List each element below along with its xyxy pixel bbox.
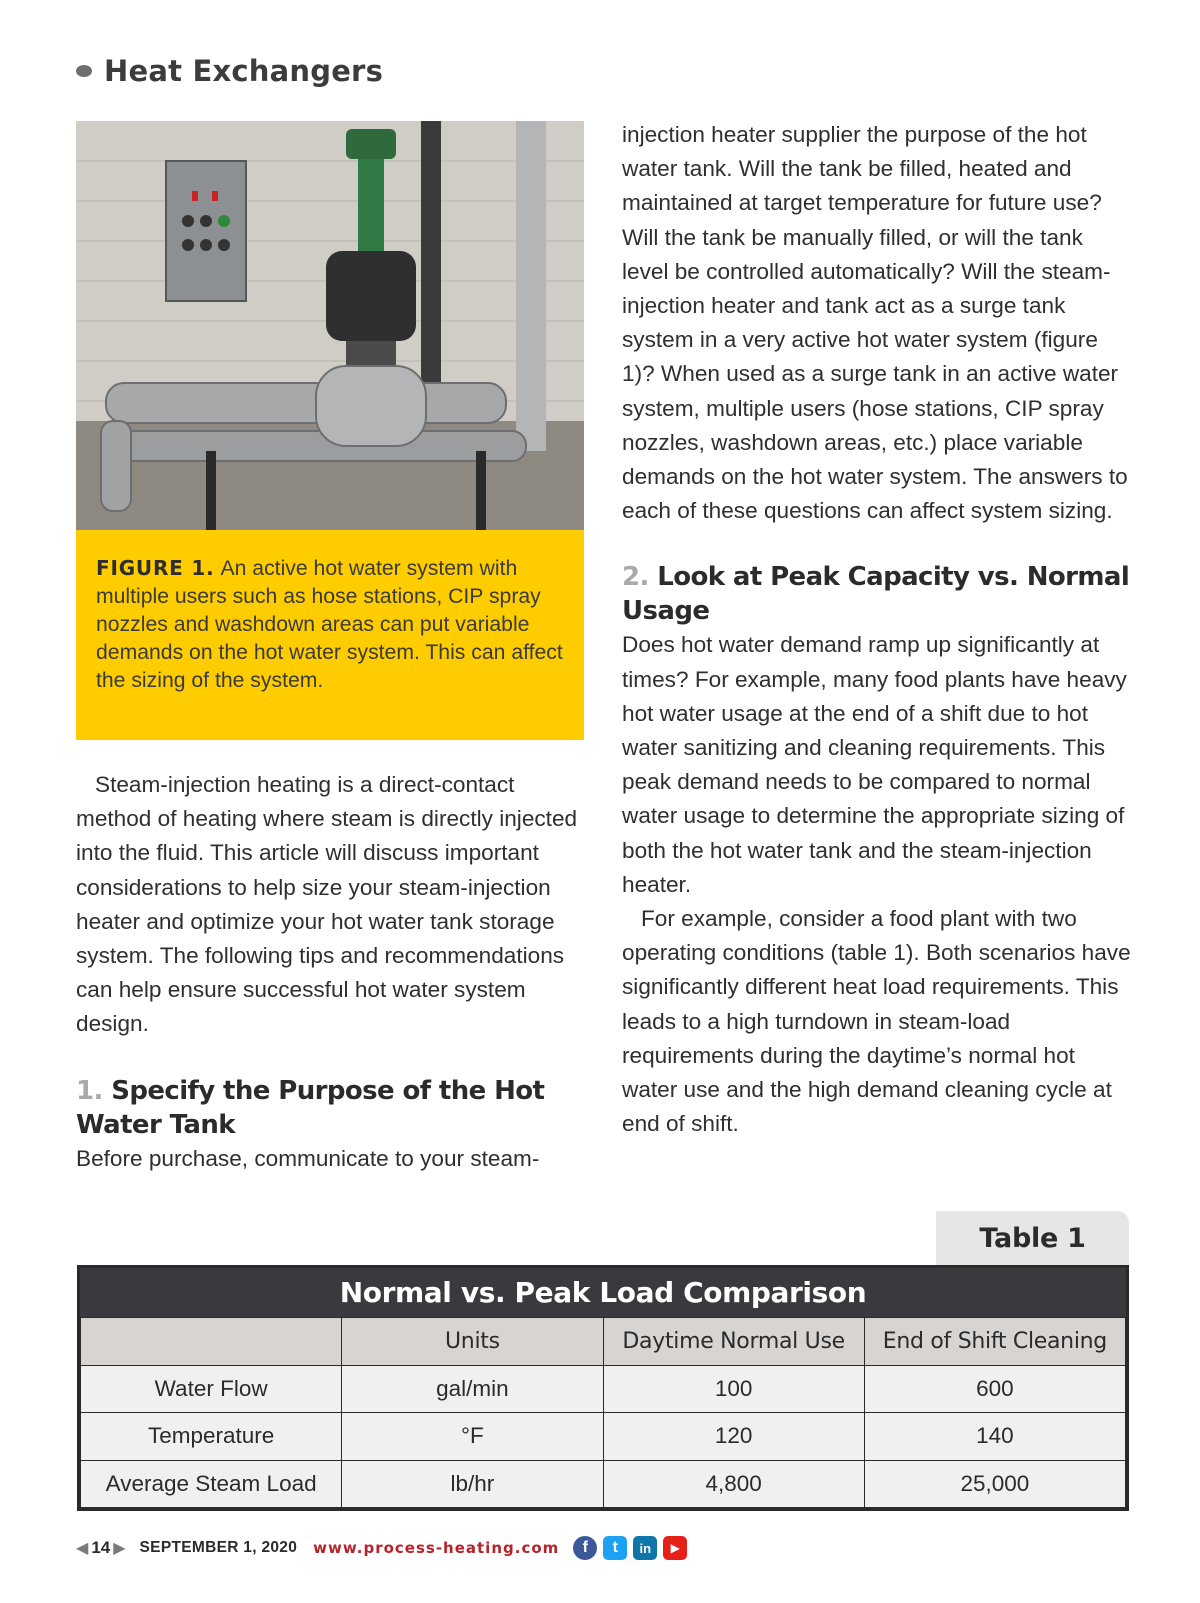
table-header-row <box>81 1318 1126 1366</box>
table-cell: 4,800 <box>603 1460 864 1507</box>
table-header-cell: Daytime Normal Use <box>603 1318 864 1366</box>
section-1-heading <box>76 1074 586 1142</box>
section-1-continued: injection heater supplier the purpose of the hot water tank. Will the tank be filled, heated and maintained at target temperature for future use? Will the tank be manually filled, or will the tank level be controlled automatically? Will the steam-injection heater and tank act as a surge tank system in a very active hot water system (figure 1)? When used as a surge tank in an active water system, multiple users (hose stations, CIP spray nozzles, washdown areas, etc.) place variable demands on the hot water system. The answers to each of these questions can affect system sizing. <box>622 122 1128 524</box>
table-header-cell: End of Shift Cleaning <box>864 1318 1125 1366</box>
intro-paragraph: Steam-injection heating is a direct-contact method of heating where steam is directly injected into the fluid. This article will discuss important considerations to help size your steam-injection heater and optimize your hot water tank storage system. The following tips and recommendations can help ensure successful hot water system design. <box>76 772 578 1037</box>
bullet-icon <box>76 65 92 77</box>
linkedin-icon[interactable]: in <box>633 1536 657 1560</box>
twitter-icon[interactable]: t <box>603 1536 627 1560</box>
table-cell: 120 <box>603 1413 864 1460</box>
section-1-number: 1. <box>76 1075 103 1106</box>
table-cell: °F <box>342 1413 603 1460</box>
section-header <box>76 54 383 88</box>
right-column <box>622 118 1132 1141</box>
section-2-paragraph-2: For example, consider a food plant with two operating conditions (table 1). Both scenarios have significantly different heat load requirements. This leads to a high turndown in steam-load requirements during the daytime’s normal hot water use and the high demand cleaning cycle at end of shift. <box>622 906 1131 1137</box>
table-cell: 100 <box>603 1366 864 1413</box>
table-cell: Average Steam Load <box>81 1460 342 1507</box>
prev-page-icon[interactable]: ◀ <box>76 1540 89 1557</box>
website-link[interactable]: www.process-heating.com <box>313 1539 560 1557</box>
table-title: Normal vs. Peak Load Comparison <box>80 1268 1126 1317</box>
table-header-cell: Units <box>342 1318 603 1366</box>
section-2-title: Look at Peak Capacity vs. Normal Usage <box>622 562 1130 627</box>
section-title: Heat Exchangers <box>104 54 384 88</box>
social-links <box>573 1536 687 1560</box>
figure-label: FIGURE 1. <box>96 556 215 580</box>
table-row <box>81 1366 1126 1413</box>
table-tab-label: Table 1 <box>936 1211 1129 1265</box>
table-cell: 25,000 <box>864 1460 1125 1507</box>
youtube-icon[interactable]: ▶ <box>663 1536 687 1560</box>
facebook-icon[interactable]: f <box>573 1536 597 1560</box>
table-cell: gal/min <box>342 1366 603 1413</box>
hot-water-system-illustration <box>76 121 584 530</box>
page-footer <box>76 1533 687 1563</box>
table-cell: Temperature <box>81 1413 342 1460</box>
section-2-number: 2. <box>622 562 649 593</box>
next-page-icon[interactable]: ▶ <box>113 1540 126 1557</box>
figure-caption <box>76 530 584 740</box>
section-2-heading <box>622 560 1132 628</box>
section-2-paragraph-1: Does hot water demand ramp up significantly at times? For example, many food plants have heavy hot water usage at the end of a shift due to hot water sanitizing and cleaning requirements. This peak demand needs to be compared to normal water usage to determine the appropriate sizing of both the hot water tank and the steam-injection heater. <box>622 632 1127 897</box>
page-number: 14 <box>91 1538 111 1557</box>
table-cell: Water Flow <box>81 1366 342 1413</box>
table-cell: lb/hr <box>342 1460 603 1507</box>
table-cell: 600 <box>864 1366 1125 1413</box>
figure-photo <box>76 121 584 530</box>
table-row <box>81 1413 1126 1460</box>
issue-date: SEPTEMBER 1, 2020 <box>139 1539 298 1556</box>
section-1-title: Specify the Purpose of the Hot Water Tank <box>76 1075 545 1140</box>
table-cell: 140 <box>864 1413 1125 1460</box>
table-header-cell <box>81 1318 342 1366</box>
table-grid <box>80 1317 1126 1508</box>
left-column <box>76 768 586 1176</box>
figure-caption-text: An active hot water system with multiple users such as hose stations, CIP spray nozzles and washdown areas can put variable demands on the hot water system. This can affect the sizing of the system. <box>96 557 563 692</box>
table-row <box>81 1460 1126 1507</box>
section-1-start: Before purchase, communicate to your steam- <box>76 1145 540 1171</box>
comparison-table <box>77 1265 1129 1511</box>
